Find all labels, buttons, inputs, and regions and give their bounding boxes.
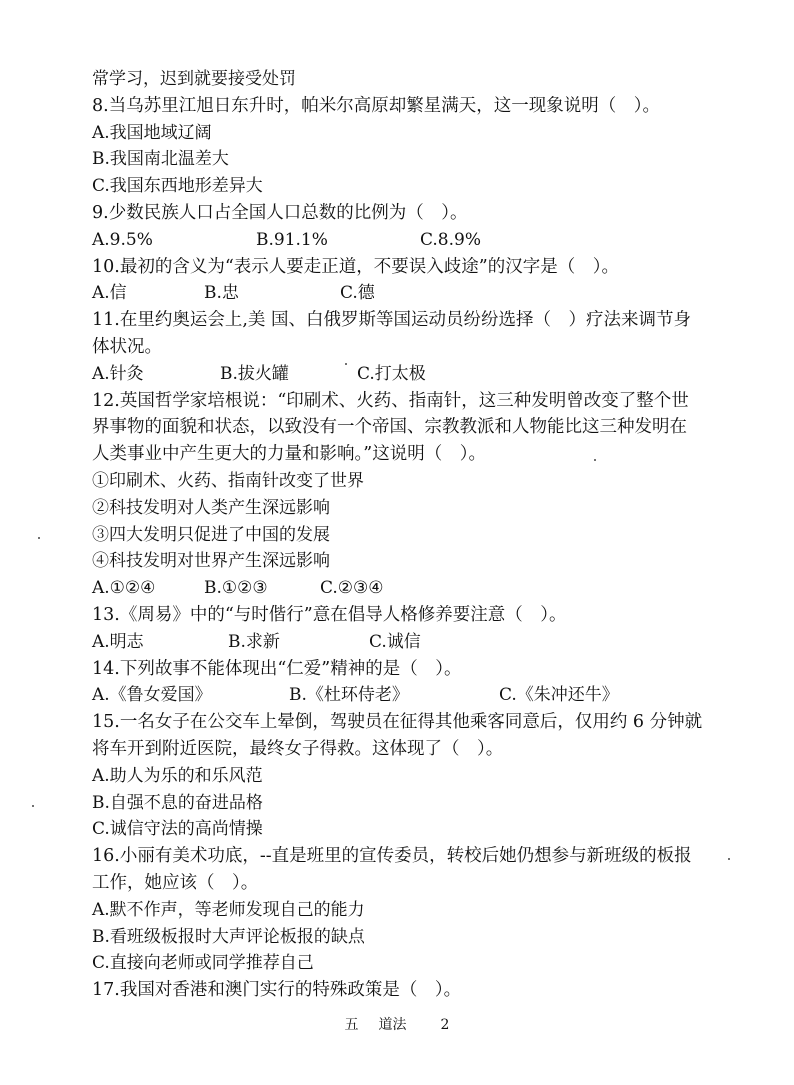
q12-statement-3: ③四大发明只促进了中国的发展 [92, 524, 330, 545]
q14-option-c: C.《朱冲还牛》 [499, 685, 619, 706]
q16-option-c: C.直接向老师或同学推荐自己 [92, 953, 314, 974]
q11-option-c: C.打太极 [357, 363, 426, 384]
q13-option-c: C.诚信 [369, 631, 421, 652]
q14-option-a: A.《鲁女爱国》 [92, 685, 212, 706]
question-8: 8.当乌苏里江旭日东升时，帕米尔高原却繁星满天，这一现象说明（ ）。 [92, 95, 660, 116]
question-10: 10.最初的含义为“表示人要走正道，不要误入歧途”的汉字是（ ）。 [92, 256, 619, 277]
question-15: 15.一名女子在公交车上晕倒，驾驶员在征得其他乘客同意后，仅用约 6 分钟就 [92, 712, 703, 733]
text-line: 常学习，迟到就要接受处罚 [92, 69, 296, 89]
q11-options [92, 361, 732, 388]
question-9: 9.少数民族人口占全国人口总数的比例为（ ）。 [92, 202, 468, 223]
q15-option-b: B.自强不息的奋进品格 [92, 792, 263, 813]
q11-option-b: B.拔火罐 [220, 363, 289, 384]
question-11: 11.在里约奥运会上,美 国、白俄罗斯等国运动员纷纷选择（ ）疗法来调节身 [92, 310, 691, 331]
q13-option-b: B.求新 [228, 631, 280, 652]
question-16: 16.小丽有美术功底，--直是班里的宣传委员，转校后她仍想参与新班级的板报 [92, 846, 692, 867]
q12-option-b: B.①②③ [204, 578, 268, 599]
scan-speck [345, 363, 347, 365]
q10-option-c: C.德 [340, 283, 375, 304]
question-12-cont: 人类事业中产生更大的力量和影响。”这说明（ ）。 [92, 444, 486, 465]
scan-speck [38, 537, 40, 539]
q15-option-c: C.诚信守法的高尚情操 [92, 819, 263, 840]
scan-speck [594, 459, 596, 461]
question-13: 13.《周易》中的“与时偕行”意在倡导人格修养要注意（ ）。 [92, 604, 567, 625]
q14-option-b: B.《杜环侍老》 [289, 685, 409, 706]
question-12: 12.英国哲学家培根说：“印刷术、火药、指南针，这三种发明曾改变了整个世 [92, 390, 689, 411]
q8-option-a: A.我国地域辽阔 [92, 122, 212, 143]
page-footer [0, 1015, 794, 1035]
q9-options [92, 227, 732, 254]
q13-option-a: A.明志 [92, 631, 144, 652]
question-11-cont: 体状况。 [92, 336, 162, 357]
q9-option-c: C.8.9% [420, 229, 481, 250]
q8-option-b: B.我国南北温差大 [92, 149, 229, 170]
q10-option-b: B.忠 [204, 283, 239, 304]
question-16-cont: 工作，她应该（ ）。 [92, 872, 259, 893]
q12-option-c: C.②③④ [320, 578, 384, 599]
footer-page-number: 2 [440, 1017, 450, 1033]
q10-options [92, 280, 732, 307]
footer-subject: 道法 [378, 1017, 407, 1033]
q12-statement-1: ①印刷术、火药、指南针改变了世界 [92, 470, 364, 491]
q12-statement-4: ④科技发明对世界产生深远影响 [92, 551, 330, 572]
question-list [92, 66, 732, 1004]
q16-option-b: B.看班级板报时大声评论板报的缺点 [92, 926, 365, 947]
q9-option-a: A.9.5% [92, 229, 153, 250]
q11-option-a: A.针灸 [92, 363, 144, 384]
q12-options [92, 575, 732, 602]
q9-option-b: B.91.1% [256, 229, 328, 250]
q16-option-a: A.默不作声，等老师发现自己的能力 [92, 899, 365, 920]
q12-option-a: A.①②④ [92, 578, 156, 599]
question-17: 17.我国对香港和澳门实行的特殊政策是（ ）。 [92, 980, 462, 1001]
q10-option-a: A.信 [92, 283, 127, 304]
question-15-cont: 将车开到附近医院，最终女子得救。这体现了（ ）。 [92, 738, 504, 759]
footer-grade: 五 [344, 1017, 359, 1033]
scan-speck [728, 858, 730, 860]
question-14: 14.下列故事不能体现出“仁爱”精神的是（ ）。 [92, 658, 462, 679]
q8-option-c: C.我国东西地形差异大 [92, 176, 263, 197]
q13-options [92, 629, 732, 656]
question-12-cont: 界事物的面貌和状态，以致没有一个帝国、宗教教派和人物能比这三种发明在 [92, 417, 687, 438]
q14-options [92, 682, 732, 709]
q15-option-a: A.助人为乐的和乐风范 [92, 765, 263, 786]
q12-statement-2: ②科技发明对人类产生深远影响 [92, 497, 330, 518]
scan-speck [32, 805, 34, 807]
